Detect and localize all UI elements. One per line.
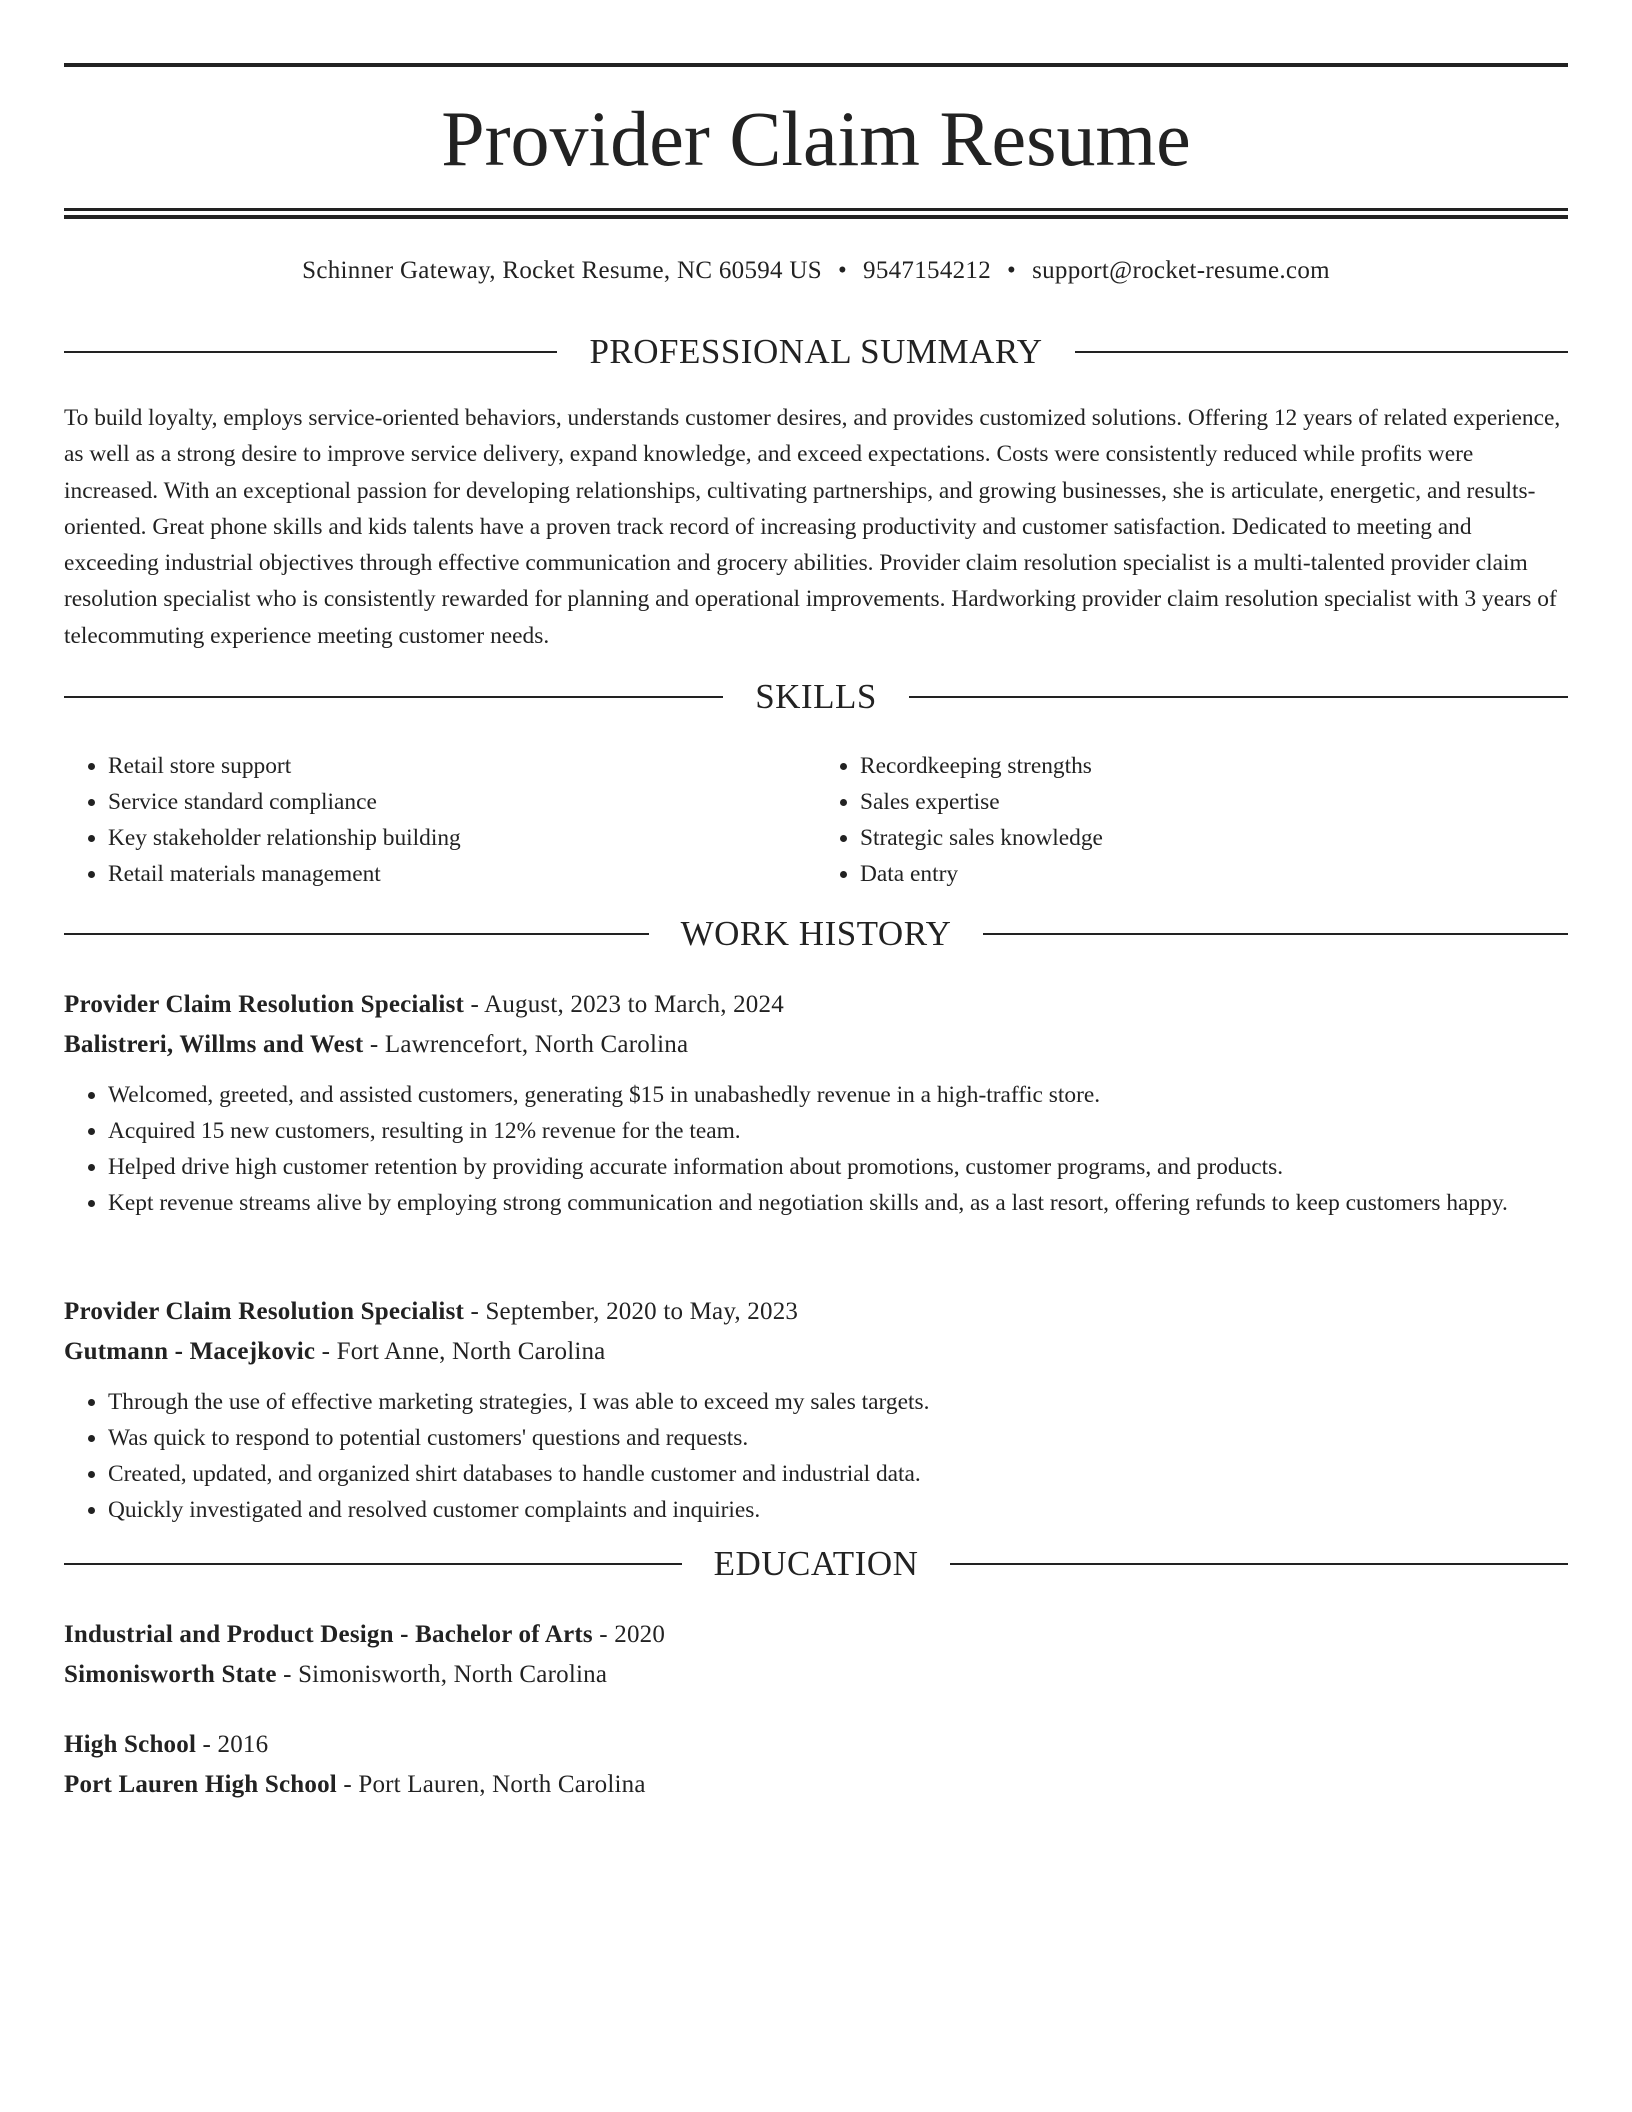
work-heading-label: WORK HISTORY xyxy=(680,914,952,953)
summary-heading xyxy=(64,331,1568,373)
contact-line xyxy=(64,254,1568,288)
education-degree: High School xyxy=(64,1731,197,1758)
job-bullet: • Through the use of effective marketing strategies, I was able to exceed my sales targets. xyxy=(108,1384,1568,1420)
education-school: Simonisworth State xyxy=(64,1661,277,1688)
heading-rule xyxy=(64,696,723,698)
job-title: Provider Claim Resolution Specialist xyxy=(64,991,465,1018)
job-bullet: • Acquired 15 new customers, resulting in 12% revenue for the team. xyxy=(108,1113,1568,1149)
education-entry xyxy=(64,1615,1568,1695)
education-degree-line xyxy=(64,1725,1568,1765)
education-school: Port Lauren High School xyxy=(64,1771,337,1798)
heading-rule xyxy=(1075,351,1568,353)
contact-email: support@rocket-resume.com xyxy=(1032,257,1330,284)
skills-column-right xyxy=(816,748,1568,892)
heading-rule xyxy=(950,1563,1568,1565)
work-heading xyxy=(64,913,1568,955)
heading-rule xyxy=(64,933,649,935)
skills-column-left xyxy=(64,748,816,892)
skill-item: • Strategic sales knowledge xyxy=(860,820,1568,856)
job-location: - Fort Anne, North Carolina xyxy=(315,1338,606,1365)
job-entry xyxy=(64,985,1568,1221)
education-entry xyxy=(64,1725,1568,1805)
education-school-line xyxy=(64,1765,1568,1805)
education-degree-line xyxy=(64,1615,1568,1655)
job-bullet: • Kept revenue streams alive by employing strong communication and negotiation skills and, as a last resort, offering refunds to keep customers happy. xyxy=(108,1185,1568,1221)
skill-item: • Service standard compliance xyxy=(108,784,816,820)
education-school-line xyxy=(64,1655,1568,1695)
job-company: Balistreri, Willms and West xyxy=(64,1031,364,1058)
job-company-line xyxy=(64,1332,1568,1372)
education-heading xyxy=(64,1543,1568,1585)
summary-text: To build loyalty, employs service-oriented behaviors, understands customer desires, and provides customized solutions. Offering 12 years of related experience, as well as a strong desire to improve service delivery, expand knowledge, and exceed expectations. Costs were consistently reduced while profits were increased. With an exceptional passion for developing relationships, cultivating partnerships, and growing businesses, she is articulate, energetic, and results-oriented. Great phone skills and kids talents have a proven track record of increasing productivity and customer satisfaction. Dedicated to meeting and exceeding industrial objectives through effective communication and grocery abilities. Provider claim resolution specialist is a multi-talented provider claim resolution specialist who is consistently rewarded for planning and operational improvements. Hardworking provider claim resolution specialist with 3 years of telecommuting experience meeting customer needs. xyxy=(64,405,1561,649)
skills-list xyxy=(64,748,1568,892)
job-title-line xyxy=(64,985,1568,1025)
job-entry xyxy=(64,1292,1568,1528)
job-company-line xyxy=(64,1025,1568,1065)
skills-heading xyxy=(64,676,1568,718)
contact-phone: 9547154212 xyxy=(863,257,992,284)
skills-heading-label: SKILLS xyxy=(755,677,877,716)
heading-rule xyxy=(64,1563,682,1565)
title-rule-upper xyxy=(64,208,1568,211)
job-bullet: • Helped drive high customer retention by providing accurate information about promotions, customer programs, and products. xyxy=(108,1149,1568,1185)
heading-rule xyxy=(909,696,1568,698)
skill-item: • Recordkeeping strengths xyxy=(860,748,1568,784)
skill-item: • Data entry xyxy=(860,856,1568,892)
skill-item: • Retail materials management xyxy=(108,856,816,892)
education-year: - 2016 xyxy=(196,1731,269,1758)
contact-separator: • xyxy=(837,257,848,284)
job-title: Provider Claim Resolution Specialist xyxy=(64,1298,465,1325)
skill-item: • Sales expertise xyxy=(860,784,1568,820)
job-bullet: • Quickly investigated and resolved customer complaints and inquiries. xyxy=(108,1492,1568,1528)
job-bullet: • Created, updated, and organized shirt databases to handle customer and industrial data. xyxy=(108,1456,1568,1492)
education-heading-label: EDUCATION xyxy=(713,1544,919,1583)
title-rule-lower xyxy=(64,215,1568,219)
education-location: - Simonisworth, North Carolina xyxy=(276,1661,608,1688)
contact-address: Schinner Gateway, Rocket Resume, NC 60594 US xyxy=(302,257,822,284)
education-year: - 2020 xyxy=(592,1621,666,1648)
resume-title: Provider Claim Resume xyxy=(441,95,1191,182)
job-bullet: • Welcomed, greeted, and assisted customers, generating $15 in unabashedly revenue in a high-traffic store. xyxy=(108,1077,1568,1113)
skill-item: • Retail store support xyxy=(108,748,816,784)
job-dates: - August, 2023 to March, 2024 xyxy=(464,991,784,1018)
job-dates: - September, 2020 to May, 2023 xyxy=(464,1298,799,1325)
skill-item: • Key stakeholder relationship building xyxy=(108,820,816,856)
heading-rule xyxy=(64,351,557,353)
heading-rule xyxy=(983,933,1568,935)
job-bullets xyxy=(64,1077,1568,1221)
education-location: - Port Lauren, North Carolina xyxy=(336,1771,646,1798)
job-bullets xyxy=(64,1384,1568,1528)
education-degree: Industrial and Product Design - Bachelor of Arts xyxy=(64,1621,593,1648)
summary-heading-label: PROFESSIONAL SUMMARY xyxy=(589,332,1043,371)
top-rule xyxy=(64,63,1568,67)
job-location: - Lawrencefort, North Carolina xyxy=(363,1031,689,1058)
job-bullet: • Was quick to respond to potential customers' questions and requests. xyxy=(108,1420,1568,1456)
job-title-line xyxy=(64,1292,1568,1332)
job-company: Gutmann - Macejkovic xyxy=(64,1338,316,1365)
contact-separator: • xyxy=(1007,257,1017,284)
